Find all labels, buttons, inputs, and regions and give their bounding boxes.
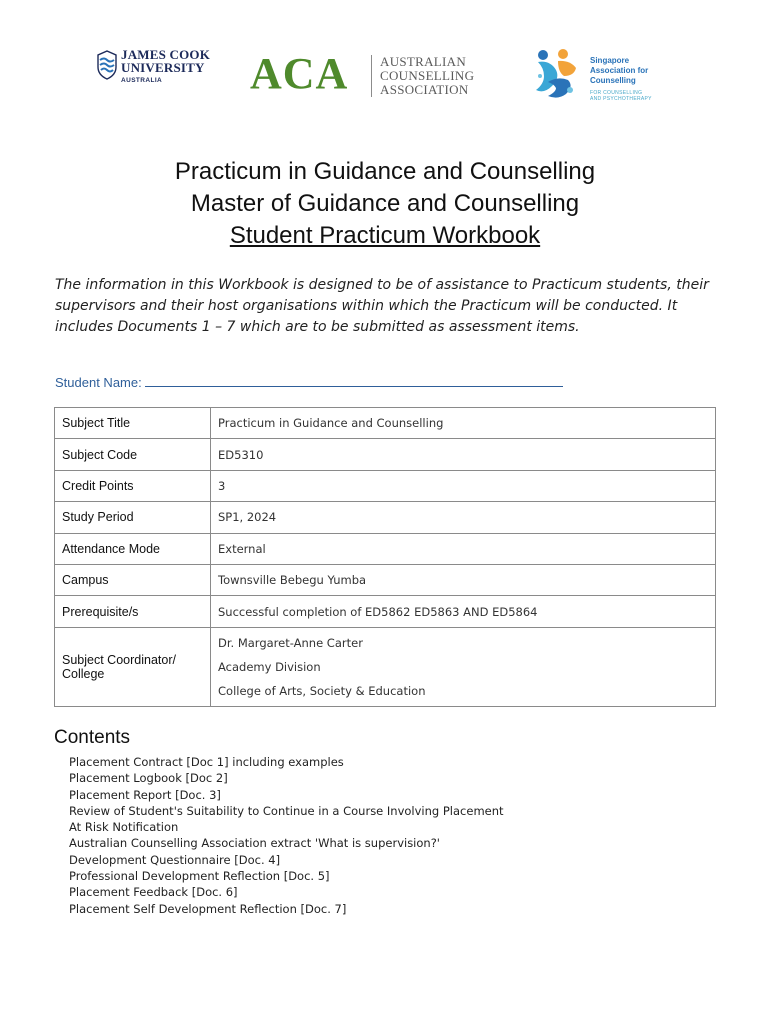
table-row [55, 502, 716, 533]
jcu-name-line3: AUSTRALIA [121, 77, 163, 84]
table-row-coordinator [55, 627, 716, 706]
intro-paragraph: The information in this Workbook is designed to be of assistance to Practicum students, their supervisors and their host organisations within which the Practicum will be conducted. It includes Documents 1 – 7 which are to be submitted as assessment items. [55, 277, 709, 335]
aca-line2: COUNSELLING [380, 68, 475, 83]
sac-tagline1: FOR COUNSELLING [590, 90, 643, 96]
sac-line1: Singapore [590, 56, 630, 65]
table-row [55, 470, 716, 501]
aca-mark: ACA [250, 49, 349, 98]
row-value: SP1, 2024 [211, 502, 716, 533]
row-label: Prerequisite/s [55, 596, 211, 627]
jcu-name-line2: UNIVERSITY [121, 60, 205, 75]
contents-item[interactable]: Development Questionnaire [Doc. 4] [69, 852, 281, 867]
row-label: Subject Coordinator/ College [55, 627, 211, 706]
sac-figures-icon [530, 46, 588, 102]
contents-item[interactable]: Review of Student's Suitability to Continue in a Course Involving Placement [69, 803, 504, 818]
row-value: External [211, 533, 716, 564]
row-value: ED5310 [211, 439, 716, 470]
sac-line3: Counselling [590, 76, 636, 85]
title-line2: Master of Guidance and Counselling [190, 190, 580, 217]
row-value: 3 [211, 470, 716, 501]
coordinator-line: College of Arts, Society & Education [218, 683, 426, 698]
coordinator-line: Academy Division [218, 659, 321, 674]
jcu-logo [96, 48, 212, 98]
aca-divider [371, 55, 372, 97]
title-line1: Practicum in Guidance and Counselling [174, 158, 596, 185]
contents-section [54, 726, 504, 917]
logo-bar [0, 44, 770, 106]
table-row [55, 596, 716, 627]
row-value [211, 627, 716, 706]
student-name-label: Student Name: [55, 375, 142, 390]
sac-line2: Association for [590, 66, 649, 75]
table-row [55, 533, 716, 564]
jcu-shield-icon [96, 50, 118, 80]
coordinator-line: Dr. Margaret-Anne Carter [218, 635, 363, 650]
contents-item[interactable]: Australian Counselling Association extract 'What is supervision?' [69, 836, 440, 851]
contents-item[interactable]: Placement Contract [Doc 1] including examples [69, 755, 344, 769]
title-line3: Student Practicum Workbook [229, 222, 541, 249]
table-row [55, 564, 716, 595]
aca-line3: ASSOCIATION [380, 82, 469, 97]
row-value: Practicum in Guidance and Counselling [211, 408, 716, 439]
contents-item[interactable]: At Risk Notification [69, 820, 179, 835]
contents-list [69, 754, 504, 917]
contents-item[interactable]: Placement Logbook [Doc 2] [69, 771, 228, 786]
jcu-name-line1: JAMES COOK [121, 47, 211, 62]
row-label: Study Period [55, 502, 211, 533]
document-title [0, 156, 770, 252]
row-label: Campus [55, 564, 211, 595]
row-label: Subject Title [55, 408, 211, 439]
row-value: Townsville Bebegu Yumba [211, 564, 716, 595]
contents-heading: Contents [54, 727, 131, 748]
contents-item[interactable]: Placement Self Development Reflection [Doc. 7] [69, 901, 347, 916]
table-row [55, 408, 716, 439]
aca-line1: AUSTRALIAN [380, 54, 467, 69]
row-label: Credit Points [55, 470, 211, 501]
row-label: Attendance Mode [55, 533, 211, 564]
row-label: Subject Code [55, 439, 211, 470]
student-name-field [55, 374, 563, 390]
sac-logo [530, 46, 660, 102]
contents-item[interactable]: Professional Development Reflection [Doc. 5] [69, 869, 330, 884]
contents-item[interactable]: Placement Report [Doc. 3] [69, 787, 221, 802]
contents-item[interactable]: Placement Feedback [Doc. 6] [69, 885, 238, 900]
student-name-blank[interactable] [145, 374, 563, 387]
table-row [55, 439, 716, 470]
row-value: Successful completion of ED5862 ED5863 AND ED5864 [211, 596, 716, 627]
sac-tagline2: AND PSYCHOTHERAPY [590, 96, 652, 102]
subject-info-table [54, 407, 716, 707]
